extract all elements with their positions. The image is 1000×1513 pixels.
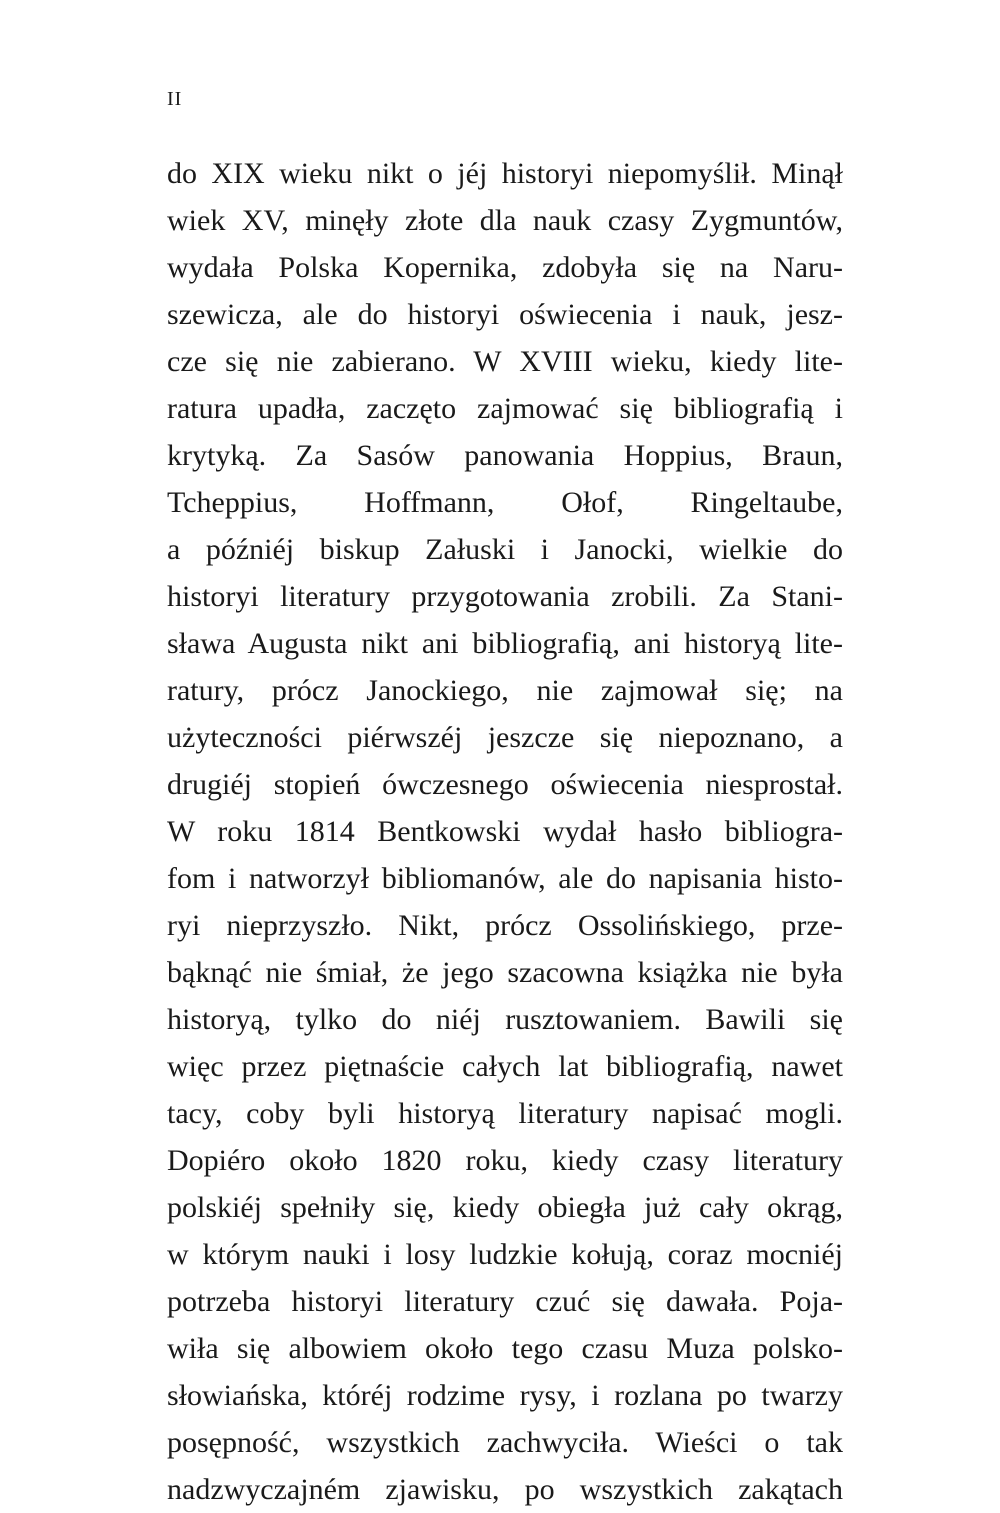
text-line: a późniéj biskup Załuski i Janocki, wielkie do xyxy=(167,533,843,566)
text-line: potrzeba historyi literatury czuć się dawała. Poja- xyxy=(167,1285,843,1318)
text-line: fom i natworzył bibliomanów, ale do napisania histo- xyxy=(167,862,843,895)
text-line: ratury, prócz Janockiego, nie zajmował się; na xyxy=(167,674,843,707)
text-line: tacy, coby byli historyą literatury napisać mogli. xyxy=(167,1097,843,1130)
text-line: drugiéj stopień ówczesnego oświecenia niesprostał. xyxy=(167,768,843,801)
text-line: Tcheppius, Hoffmann, Ołof, Ringeltaube, xyxy=(167,486,843,519)
text-line: w którym nauki i losy ludzkie kołują, coraz mocniéj xyxy=(167,1238,843,1271)
text-line: wiek XV, minęły złote dla nauk czasy Zygmuntów, xyxy=(167,204,843,237)
page-number: II xyxy=(167,88,183,110)
text-line: bąknąć nie śmiał, że jego szacowna książka nie była xyxy=(167,956,843,989)
text-line: historyi literatury przygotowania zrobili. Za Stani- xyxy=(167,580,843,613)
text-line: nadzwyczajném zjawisku, po wszystkich zakątach xyxy=(167,1473,843,1506)
body-text xyxy=(167,150,843,1513)
text-line: cze się nie zabierano. W XVIII wieku, kiedy lite- xyxy=(167,345,843,378)
text-line: ratura upadła, zaczęto zajmować się bibliografią i xyxy=(167,392,843,425)
text-line: posępność, wszystkich zachwyciła. Wieści o tak xyxy=(167,1426,843,1459)
text-line: sława Augusta nikt ani bibliografią, ani historyą lite- xyxy=(167,627,843,660)
text-line: do XIX wieku nikt o jéj historyi niepomyślił. Minął xyxy=(167,157,843,190)
text-line: historyą, tylko do niéj rusztowaniem. Bawili się xyxy=(167,1003,843,1036)
text-line: krytyką. Za Sasów panowania Hoppius, Braun, xyxy=(167,439,843,472)
text-line: wydała Polska Kopernika, zdobyła się na Naru- xyxy=(167,251,843,284)
text-line: więc przez piętnaście całych lat bibliografią, nawet xyxy=(167,1050,843,1083)
text-line: użyteczności piérwszéj jeszcze się niepoznano, a xyxy=(167,721,843,754)
text-line: Dopiéro około 1820 roku, kiedy czasy literatury xyxy=(167,1144,843,1177)
text-line: ryi nieprzyszło. Nikt, prócz Ossolińskiego, prze- xyxy=(167,909,843,942)
text-line: polskiéj spełniły się, kiedy obiegła już cały okrąg, xyxy=(167,1191,843,1224)
text-line: W roku 1814 Bentkowski wydał hasło bibliogra- xyxy=(167,815,843,848)
text-line: wiła się albowiem około tego czasu Muza polsko- xyxy=(167,1332,843,1365)
text-line: słowiańska, któréj rodzime rysy, i rozlana po twarzy xyxy=(167,1379,843,1412)
text-line: szewicza, ale do historyi oświecenia i nauk, jesz- xyxy=(167,298,843,331)
